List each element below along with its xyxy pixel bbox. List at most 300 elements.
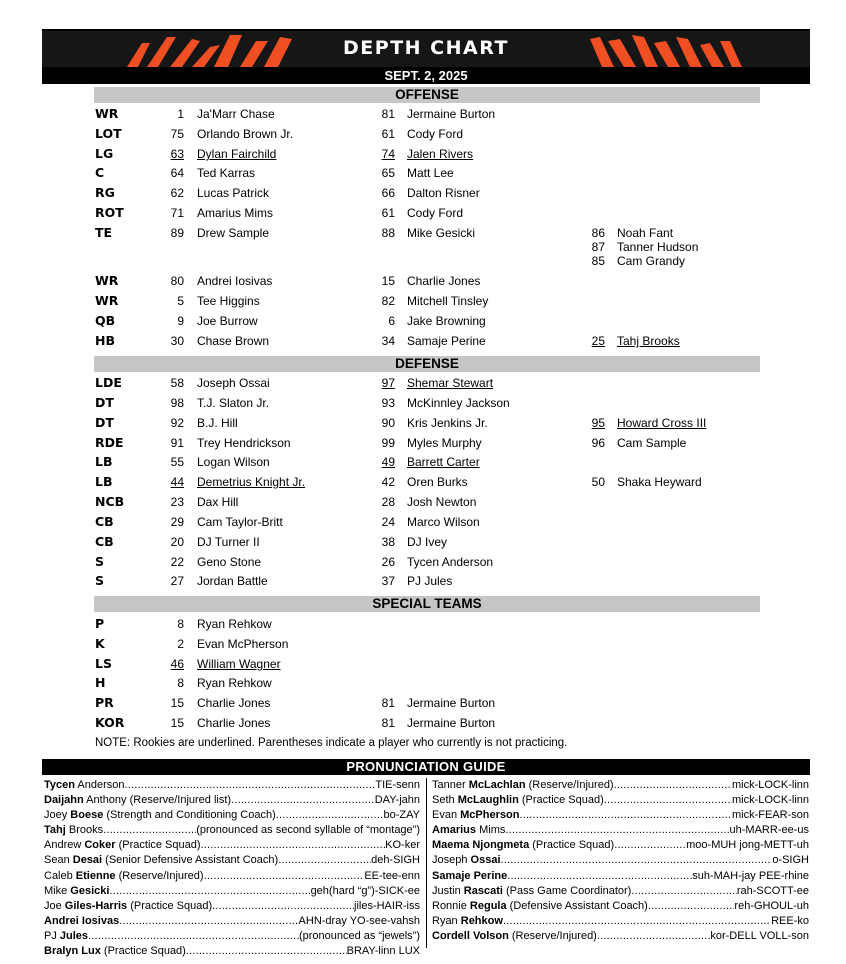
entry-bold-name: Rehkow (460, 914, 503, 927)
entry-pronunciation: geh(hard “g”)-SICK-ee (310, 884, 420, 897)
entry-detail: (Strength and Conditioning Coach) (103, 809, 276, 822)
depth-row (0, 617, 846, 635)
player-name: Mitchell Tinsley (407, 294, 489, 308)
depth-row (0, 716, 846, 734)
entry-pronunciation: BRAY-linn LUX (346, 945, 420, 958)
jersey-number: 71 (170, 206, 184, 220)
entry-first-name: Joseph (432, 854, 471, 867)
position-label: PR (95, 695, 114, 710)
depth-row (0, 574, 846, 592)
pronunciation-header: PRONUNCIATION GUIDE (42, 759, 810, 775)
jersey-number: 66 (381, 186, 395, 200)
depth-row (0, 376, 846, 394)
position-label: LS (95, 656, 112, 671)
pronunciation-entry (44, 808, 420, 823)
player-name: Noah Fant (617, 226, 674, 240)
position-label: S (95, 554, 105, 569)
player-name: Lucas Patrick (197, 186, 270, 200)
entry-pronunciation: mick-LOCK-linn (731, 794, 809, 807)
dot-leader (614, 778, 732, 793)
player-name: William Wagner (197, 657, 281, 671)
dot-leader (186, 944, 347, 959)
jersey-number: 81 (381, 716, 395, 730)
entry-name (432, 914, 503, 929)
entry-detail: (Practice Squad) (529, 839, 615, 852)
entry-bold-name: Samaje Perine (432, 869, 508, 882)
entry-detail: (Reserve/Injured) (508, 929, 597, 942)
jersey-number: 86 (591, 226, 605, 240)
dot-leader (109, 884, 310, 899)
depth-row (0, 535, 846, 553)
jersey-number: 34 (381, 334, 395, 348)
jersey-number: 61 (381, 206, 395, 220)
player-name: Cam Taylor-Britt (197, 515, 283, 529)
dot-leader (212, 899, 354, 914)
jersey-number: 65 (381, 166, 395, 180)
position-label: LB (95, 474, 113, 489)
entry-first-name: Joey (44, 809, 71, 822)
position-label: C (95, 165, 105, 180)
depth-row (0, 186, 846, 204)
entry-pronunciation: bo-ZAY (383, 809, 420, 822)
jersey-number: 61 (381, 127, 395, 141)
pronunciation-entry (432, 929, 809, 944)
jersey-number: 37 (381, 574, 395, 588)
jersey-number: 15 (170, 716, 184, 730)
entry-name (432, 838, 614, 853)
entry-bold-name: Tahj (44, 824, 66, 837)
player-name: Logan Wilson (197, 455, 270, 469)
jersey-number: 8 (177, 617, 184, 631)
player-name: Ryan Rehkow (197, 676, 272, 690)
player-name: Jalen Rivers (407, 147, 474, 161)
jersey-number: 96 (591, 436, 605, 450)
position-label: RDE (95, 435, 124, 450)
entry-bold-name: Tycen (44, 779, 75, 791)
entry-detail: (Defensive Assistant Coach) (506, 899, 648, 912)
entry-pronunciation: o-SIGH (772, 854, 809, 867)
jersey-number: 23 (170, 495, 184, 509)
jersey-number: 99 (381, 436, 395, 450)
player-name: Ryan Rehkow (197, 617, 272, 631)
entry-bold-name: McLachlan (468, 779, 526, 791)
column-divider (426, 778, 427, 948)
jersey-number: 38 (381, 535, 395, 549)
entry-pronunciation: moo-MUH jong-METT-uh (686, 839, 809, 852)
entry-name (432, 778, 614, 793)
entry-bold-name: Rascati (463, 884, 503, 897)
pronunciation-left-column (44, 778, 420, 959)
entry-pronunciation: suh-MAH-jay PEE-rhine (692, 869, 809, 882)
jersey-number: 6 (388, 314, 395, 328)
entry-pronunciation: kor-DELL VOLL-son (710, 929, 809, 942)
pronunciation-entry (432, 899, 809, 914)
jersey-number: 29 (170, 515, 184, 529)
entry-first-name: Ryan (432, 914, 461, 927)
pronunciation-entry (44, 899, 420, 914)
dot-leader (276, 808, 384, 823)
entry-pronunciation: REE-ko (771, 914, 809, 927)
position-label: P (95, 616, 105, 631)
player-name: Cody Ford (407, 127, 464, 141)
jersey-number: 93 (381, 396, 395, 410)
entry-pronunciation: (pronounced as “jewels”) (298, 929, 420, 942)
jersey-number: 81 (381, 696, 395, 710)
jersey-number: 64 (170, 166, 184, 180)
entry-bold-name: Boese (70, 809, 104, 822)
jersey-number: 58 (170, 376, 184, 390)
entry-pronunciation: deh-SIGH (371, 854, 420, 867)
dot-leader (614, 838, 686, 853)
player-name: Cam Grandy (617, 254, 686, 268)
entry-name (44, 808, 276, 823)
entry-first-name: Sean (44, 854, 73, 867)
depth-row (0, 206, 846, 224)
position-label: DT (95, 415, 114, 430)
jersey-number: 15 (381, 274, 395, 288)
entry-first-name: Joe (44, 899, 65, 912)
depth-row (0, 696, 846, 714)
depth-row (0, 436, 846, 454)
entry-name (44, 929, 88, 944)
dot-leader (103, 823, 196, 838)
position-label: K (95, 636, 105, 651)
entry-name (44, 778, 125, 793)
entry-bold-name: McPherson (460, 809, 520, 822)
pronunciation-entry (44, 793, 420, 808)
entry-detail: (Practice Squad) (115, 839, 201, 852)
entry-pronunciation: jiles-HAIR-iss (354, 899, 420, 912)
player-name: Dalton Risner (407, 186, 480, 200)
pronunciation-entry (432, 869, 809, 884)
jersey-number: 75 (170, 127, 184, 141)
entry-bold-name: Ossai (470, 854, 501, 867)
position-label: CB (95, 534, 114, 549)
dot-leader (201, 838, 386, 853)
entry-detail: Anderson (74, 779, 125, 791)
jersey-number: 97 (381, 376, 395, 390)
player-name: Andrei Iosivas (197, 274, 273, 288)
entry-bold-name: Amarius (432, 824, 477, 837)
pronunciation-entry (432, 823, 809, 838)
jersey-number: 87 (591, 240, 605, 254)
player-name: Josh Newton (407, 495, 477, 509)
jersey-number: 81 (381, 107, 395, 121)
player-name: Ja'Marr Chase (197, 107, 275, 121)
entry-pronunciation: reh-GHOUL-uh (734, 899, 809, 912)
player-name: Charlie Jones (407, 274, 481, 288)
entry-name (44, 853, 278, 868)
dot-leader (119, 914, 298, 929)
player-name: Demetrius Knight Jr. (197, 475, 306, 489)
player-name: Chase Brown (197, 334, 270, 348)
player-name: Shaka Heyward (617, 475, 702, 489)
player-name: Dax Hill (197, 495, 239, 509)
position-label: ROT (95, 205, 124, 220)
position-label: LG (95, 146, 114, 161)
pronunciation-entry (432, 914, 809, 929)
entry-name (44, 838, 201, 853)
jersey-number: 88 (381, 226, 395, 240)
pronunciation-entry (432, 778, 809, 793)
jersey-number: 30 (170, 334, 184, 348)
pronunciation-entry (432, 884, 809, 899)
page-title: DEPTH CHART (343, 37, 509, 59)
depth-row (0, 475, 846, 493)
jersey-number: 95 (591, 416, 605, 430)
entry-bold-name: Daijahn (44, 794, 84, 807)
position-label: LB (95, 454, 113, 469)
player-name: DJ Turner II (197, 535, 260, 549)
player-name: Samaje Perine (407, 334, 486, 348)
dot-leader (505, 823, 729, 838)
player-name: Geno Stone (197, 555, 262, 569)
entry-name (44, 914, 119, 929)
entry-pronunciation: TIE-senn (375, 779, 420, 791)
player-name: Charlie Jones (197, 696, 271, 710)
entry-bold-name: Jules (59, 929, 89, 942)
entry-bold-name: Regula (469, 899, 507, 912)
position-label: DT (95, 395, 114, 410)
depth-row (0, 294, 846, 312)
entry-detail: (Practice Squad) (127, 899, 213, 912)
player-name: Mike Gesicki (407, 226, 476, 240)
jersey-number: 91 (170, 436, 184, 450)
dot-leader (507, 869, 692, 884)
entry-pronunciation: mick-FEAR-son (731, 809, 809, 822)
entry-bold-name: Etienne (75, 869, 116, 882)
entry-name (432, 808, 519, 823)
entry-first-name: Caleb (44, 869, 76, 882)
offense-header: OFFENSE (94, 87, 760, 103)
entry-first-name: PJ (44, 929, 60, 942)
player-name: Joseph Ossai (197, 376, 270, 390)
jersey-number: 89 (170, 226, 184, 240)
entry-first-name: Tanner (432, 779, 469, 791)
player-name: Oren Burks (407, 475, 468, 489)
player-name: T.J. Slaton Jr. (197, 396, 270, 410)
depth-row (0, 107, 846, 125)
pronunciation-entry (432, 808, 809, 823)
dot-leader (631, 884, 737, 899)
player-name: DJ Ivey (407, 535, 448, 549)
entry-bold-name: Bralyn Lux (44, 945, 101, 958)
pronunciation-entry (44, 778, 420, 793)
player-name: Ted Karras (197, 166, 256, 180)
player-name: Jake Browning (407, 314, 486, 328)
position-label: S (95, 573, 105, 588)
entry-detail: (Senior Defensive Assistant Coach) (102, 854, 279, 867)
dot-leader (648, 899, 735, 914)
entry-first-name: Seth (432, 794, 458, 807)
entry-pronunciation: (pronounced as second syllable of “montage”) (196, 824, 420, 837)
entry-first-name: Mike (44, 884, 71, 897)
depth-row (0, 416, 846, 434)
player-name: Cam Sample (617, 436, 687, 450)
depth-row (0, 676, 846, 694)
depth-row (0, 226, 846, 274)
depth-row (0, 555, 846, 573)
entry-bold-name: Giles-Harris (64, 899, 128, 912)
entry-name (44, 884, 109, 899)
jersey-number: 85 (591, 254, 605, 268)
entry-first-name: Justin (432, 884, 464, 897)
dot-leader (519, 808, 732, 823)
player-name: Myles Murphy (407, 436, 482, 450)
position-label: WR (95, 273, 119, 288)
pronunciation-entry (44, 853, 420, 868)
player-name: Trey Hendrickson (197, 436, 291, 450)
entry-bold-name: McLaughlin (457, 794, 519, 807)
special-teams-header: SPECIAL TEAMS (94, 596, 760, 612)
entry-name (432, 853, 501, 868)
jersey-number: 5 (177, 294, 184, 308)
entry-name (44, 869, 204, 884)
pronunciation-entry (44, 838, 420, 853)
jersey-number: 46 (170, 657, 184, 671)
dot-leader (204, 869, 365, 884)
entry-bold-name: Andrei Iosivas (44, 914, 120, 927)
depth-row (0, 637, 846, 655)
jersey-number: 82 (381, 294, 395, 308)
pronunciation-entry (432, 793, 809, 808)
entry-name (432, 793, 604, 808)
jersey-number: 28 (381, 495, 395, 509)
depth-row (0, 515, 846, 533)
depth-row (0, 455, 846, 473)
jersey-number: 80 (170, 274, 184, 288)
pronunciation-entry (44, 914, 420, 929)
position-label: QB (95, 313, 116, 328)
jersey-number: 63 (170, 147, 184, 161)
player-name: Amarius Mims (197, 206, 274, 220)
depth-row (0, 166, 846, 184)
entry-detail: (Practice Squad) (518, 794, 604, 807)
entry-name (44, 899, 212, 914)
jersey-number: 55 (170, 455, 184, 469)
position-label: WR (95, 293, 119, 308)
depth-row (0, 147, 846, 165)
pronunciation-entry (44, 869, 420, 884)
entry-pronunciation: AHN-dray YO-see-vahsh (298, 914, 420, 927)
jersey-number: 1 (177, 107, 184, 121)
dot-leader (125, 778, 376, 793)
jersey-number: 20 (170, 535, 184, 549)
entry-first-name: Andrew (44, 839, 85, 852)
entry-pronunciation: KO-ker (385, 839, 420, 852)
entry-bold-name: Gesicki (70, 884, 110, 897)
position-label: H (95, 675, 106, 690)
entry-name (432, 869, 507, 884)
jersey-number: 8 (177, 676, 184, 690)
jersey-number: 44 (170, 475, 184, 489)
position-label: RG (95, 185, 115, 200)
jersey-number: 22 (170, 555, 184, 569)
jersey-number: 15 (170, 696, 184, 710)
player-name: Jermaine Burton (407, 107, 496, 121)
pronunciation-entry (432, 853, 809, 868)
dot-leader (501, 853, 773, 868)
player-name: Charlie Jones (197, 716, 271, 730)
position-label: WR (95, 106, 119, 121)
entry-name (432, 929, 597, 944)
player-name: Tee Higgins (197, 294, 260, 308)
entry-pronunciation: EE-tee-enn (364, 869, 420, 882)
player-name: Shemar Stewart (407, 376, 494, 390)
depth-row (0, 396, 846, 414)
jersey-number: 2 (177, 637, 184, 651)
player-name: PJ Jules (407, 574, 453, 588)
dot-leader (231, 793, 375, 808)
jersey-number: 74 (381, 147, 395, 161)
player-name: Evan McPherson (197, 637, 289, 651)
player-name: Matt Lee (407, 166, 454, 180)
jersey-number: 9 (177, 314, 184, 328)
jersey-number: 24 (381, 515, 395, 529)
player-name: Tanner Hudson (617, 240, 699, 254)
dot-leader (503, 914, 771, 929)
entry-detail: (Reserve/Injured) (525, 779, 614, 791)
jersey-number: 42 (381, 475, 395, 489)
jersey-number: 98 (170, 396, 184, 410)
entry-bold-name: Maema Njongmeta (432, 839, 530, 852)
dot-leader (597, 929, 711, 944)
player-name: Orlando Brown Jr. (197, 127, 294, 141)
depth-row (0, 657, 846, 675)
jersey-number: 27 (170, 574, 184, 588)
entry-pronunciation: uh-MARR-ee-us (729, 824, 809, 837)
pronunciation-entry (44, 944, 420, 959)
entry-first-name: Ronnie (432, 899, 470, 912)
depth-chart-banner (42, 29, 810, 69)
player-name: Kris Jenkins Jr. (407, 416, 488, 430)
dot-leader (278, 853, 371, 868)
position-label: LDE (95, 375, 122, 390)
pronunciation-entry (44, 823, 420, 838)
pronunciation-entry (44, 884, 420, 899)
dot-leader (88, 929, 299, 944)
player-name: Jordan Battle (197, 574, 268, 588)
player-name: B.J. Hill (197, 416, 238, 430)
entry-name (432, 823, 505, 838)
player-name: Jermaine Burton (407, 716, 496, 730)
jersey-number: 90 (381, 416, 395, 430)
player-name: McKinnley Jackson (407, 396, 510, 410)
entry-detail: Brooks (65, 824, 104, 837)
player-name: Drew Sample (197, 226, 270, 240)
entry-name (432, 884, 631, 899)
player-name: Cody Ford (407, 206, 464, 220)
depth-row (0, 314, 846, 332)
entry-detail: (Reserve/Injured) (115, 869, 204, 882)
player-name: Howard Cross III (617, 416, 707, 430)
depth-row (0, 274, 846, 292)
entry-detail: Mims (476, 824, 506, 837)
date-bar: SEPT. 2, 2025 (42, 68, 810, 84)
depth-row (0, 495, 846, 513)
entry-pronunciation: rah-SCOTT-ee (736, 884, 809, 897)
entry-detail: (Pass Game Coordinator) (502, 884, 632, 897)
rookie-note: NOTE: Rookies are underlined. Parentheses indicate a player who currently is not practicing. (95, 737, 568, 749)
entry-name (44, 944, 186, 959)
jersey-number: 92 (170, 416, 184, 430)
player-name: Barrett Carter (407, 455, 480, 469)
jersey-number: 25 (591, 334, 605, 348)
jersey-number: 26 (381, 555, 395, 569)
entry-pronunciation: DAY-jahn (374, 794, 420, 807)
entry-bold-name: Desai (72, 854, 103, 867)
position-label: LOT (95, 126, 122, 141)
